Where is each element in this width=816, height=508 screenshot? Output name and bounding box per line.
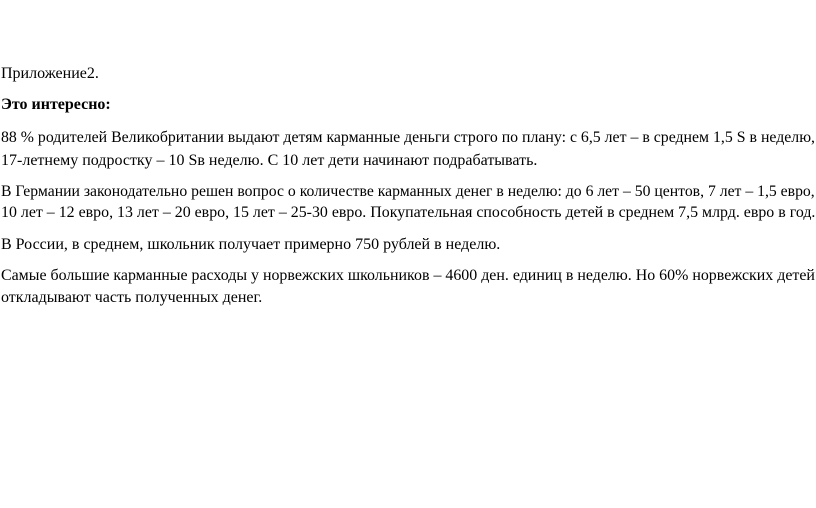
paragraph-uk-line-1: 88 % родителей Великобритании выдают детям карманные деньги строго по плану: с 6,5 лет – в среднем 1,5 S в неделю, xyxy=(1,129,815,146)
paragraph-uk-line-2: 17-летнему подростку – 10 Sв неделю. С 10 лет дети начинают подрабатывать. xyxy=(1,152,538,169)
paragraph-germany-line-2: 10 лет – 12 евро, 13 лет – 20 евро, 15 лет – 25-30 евро. Покупательная способность детей в среднем 7,5 млрд. евро в год. xyxy=(1,204,816,221)
appendix-label: Приложение2. xyxy=(1,65,99,82)
paragraph-russia-line-1: В России, в среднем, школьник получает примерно 750 рублей в неделю. xyxy=(1,236,501,253)
paragraph-norway-line-2: откладывают часть полученных денег. xyxy=(1,289,263,306)
paragraph-norway-line-1: Самые большие карманные расходы у норвежских школьников – 4600 ден. единиц в неделю. Но 60% норвежских детей xyxy=(1,267,815,284)
paragraph-germany-line-1: В Германии законодательно решен вопрос о количестве карманных денег в неделю: до 6 лет – 50 центов, 7 лет – 1,5 евро, xyxy=(1,183,815,200)
section-heading: Это интересно: xyxy=(1,96,111,113)
